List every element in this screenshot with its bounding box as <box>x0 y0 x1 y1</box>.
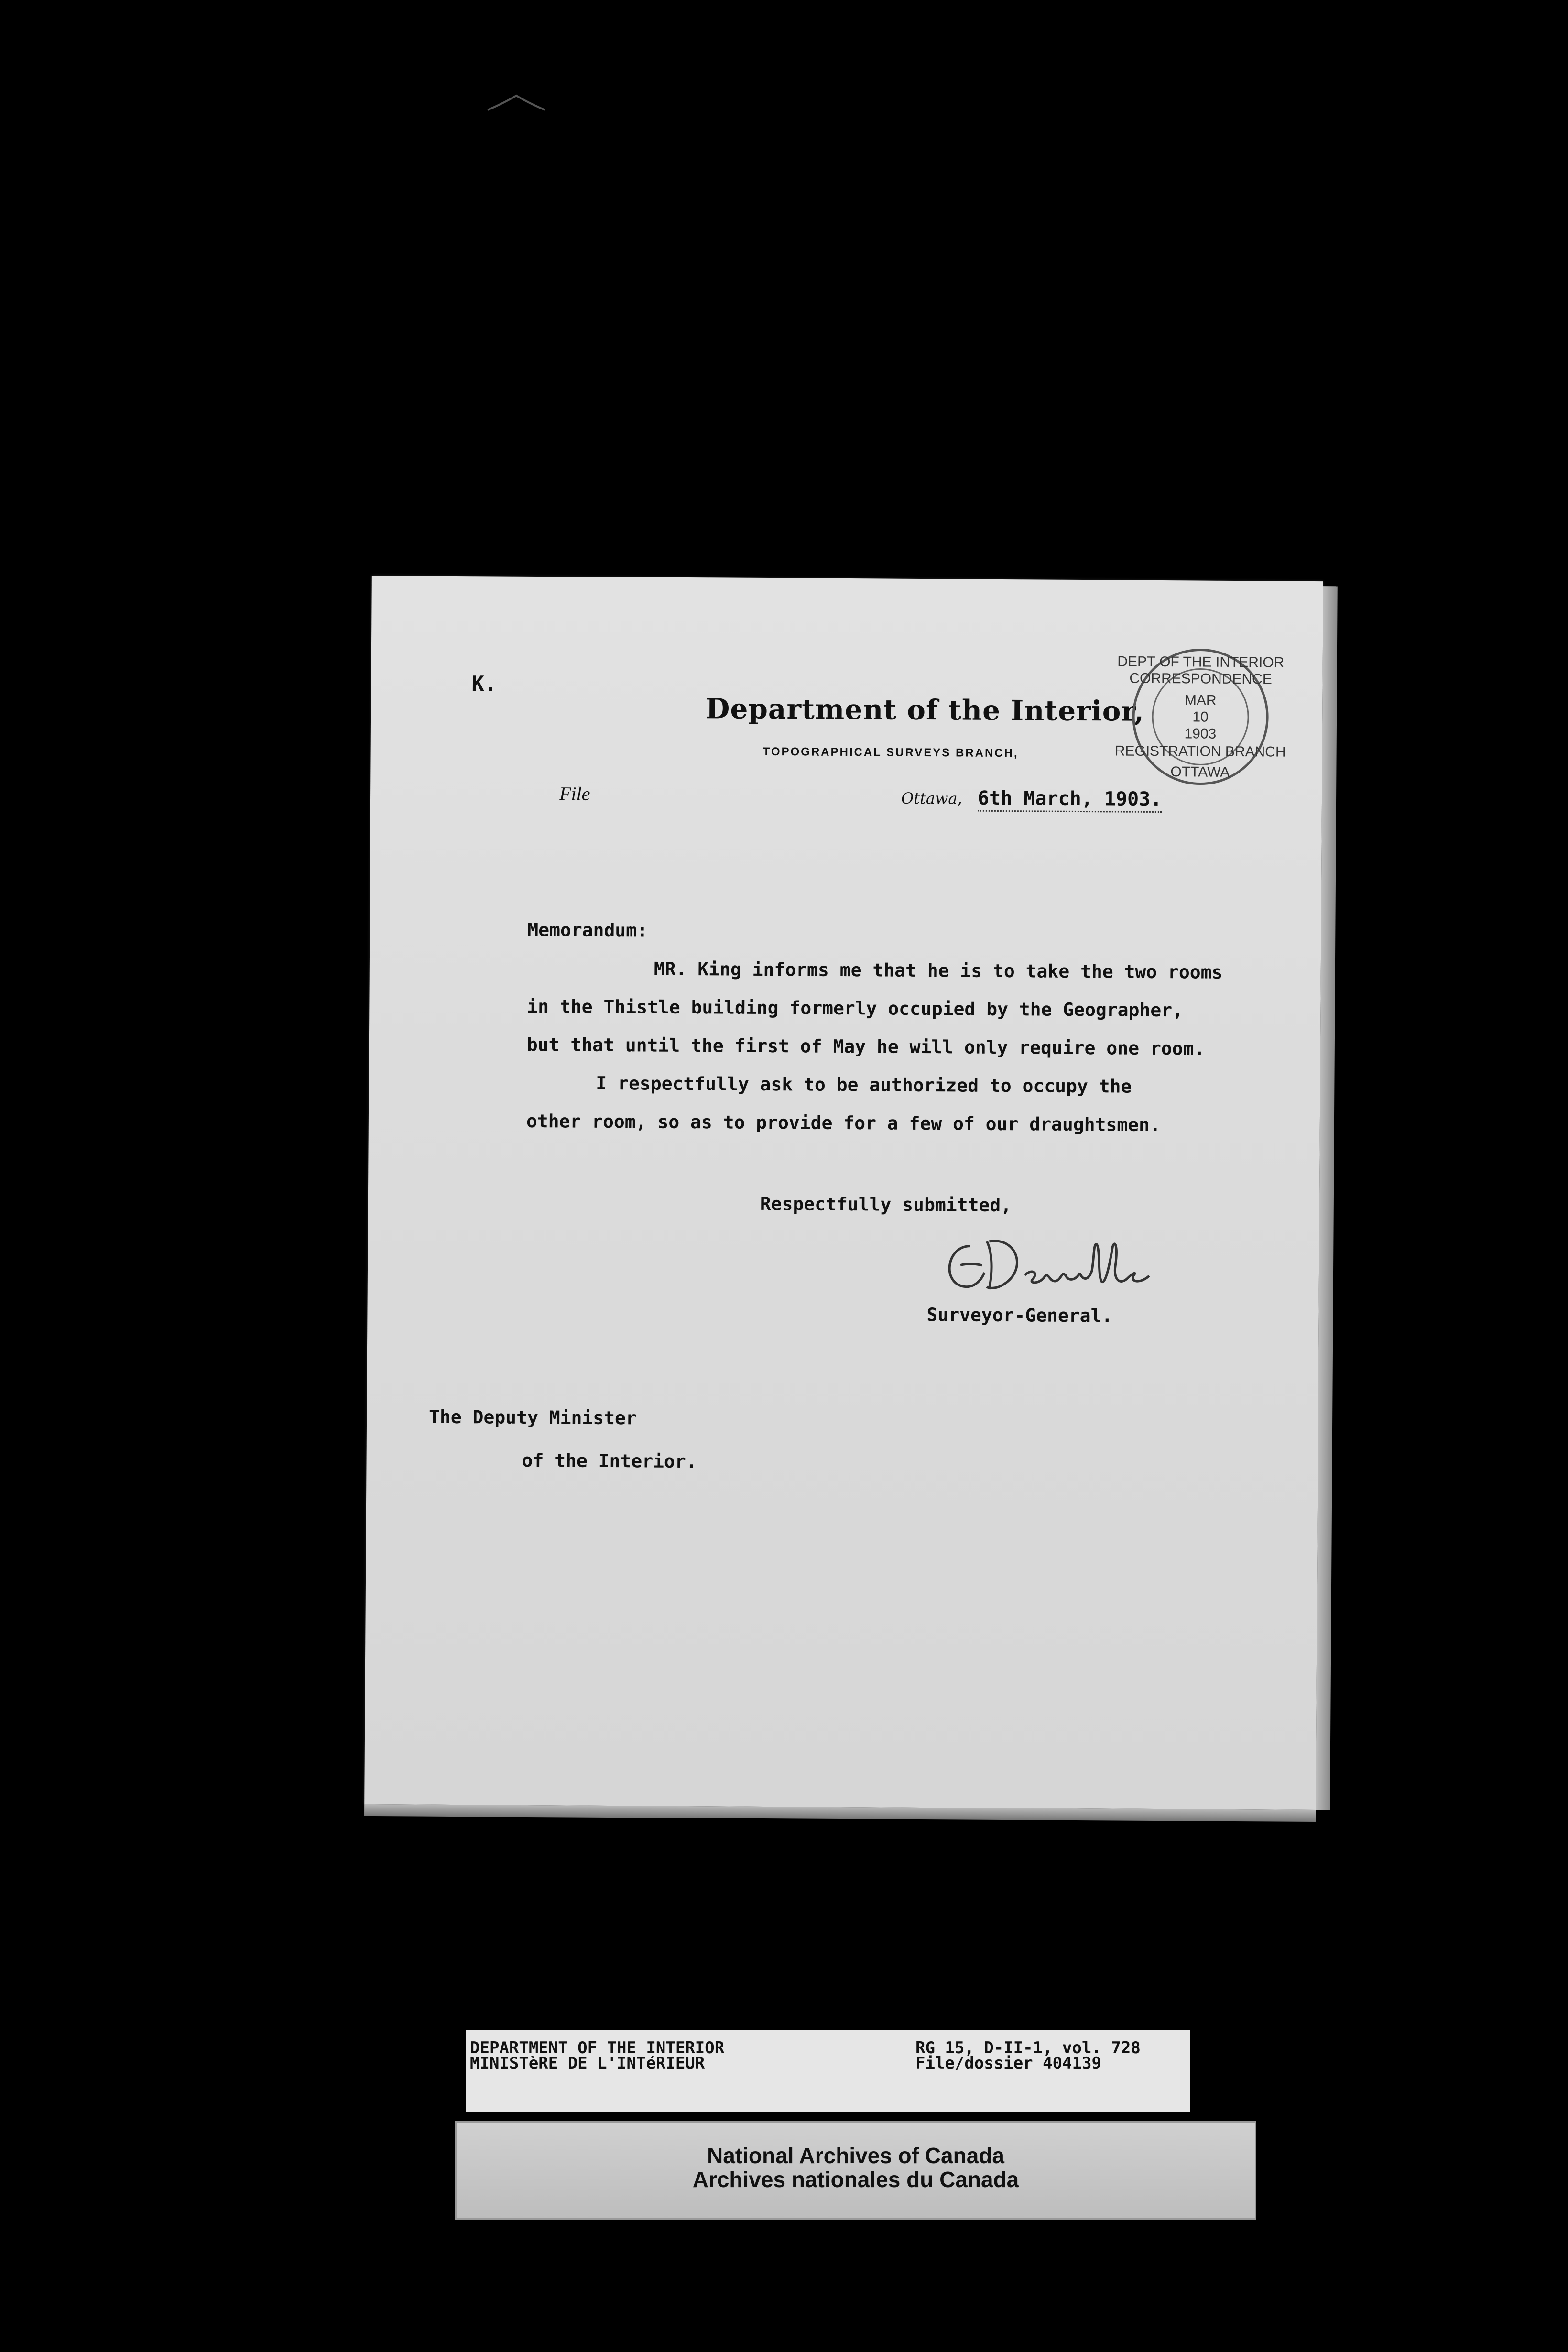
label-department-fr: MINISTèRE DE L'INTéRIEUR <box>470 2054 705 2073</box>
place-label: Ottawa, <box>901 789 962 808</box>
memo-line: MR. King informs me that he is to take the two rooms <box>653 958 1223 983</box>
memo-line: in the Thistle building formerly occupied by the Geographer, <box>527 995 1184 1021</box>
stamp-month: MAR <box>1184 692 1217 708</box>
film-notch-mark <box>485 93 547 112</box>
stamp-city: OTTAWA <box>1170 764 1230 780</box>
file-label: File <box>559 783 590 805</box>
archive-name-french: Archives nationales du Canada <box>692 2167 1019 2192</box>
memo-line: but that until the first of May he will only require one room. <box>526 1034 1205 1059</box>
sheet-bottom-edge <box>364 1804 1316 1822</box>
handwritten-signature <box>936 1227 1157 1300</box>
archive-name-plate <box>455 2121 1256 2220</box>
corner-mark: K. <box>471 672 497 697</box>
memo-line: other room, so as to provide for a few of our draughtsmen. <box>526 1110 1161 1136</box>
registration-stamp <box>1114 645 1286 789</box>
closing-phrase: Respectfully submitted, <box>760 1193 1012 1216</box>
stamp-day: 10 <box>1192 709 1209 725</box>
addressee-line: The Deputy Minister <box>428 1406 637 1429</box>
stamp-line-correspondence: CORRESPONDENCE <box>1129 670 1272 687</box>
memo-heading: Memorandum: <box>527 919 648 941</box>
letter-date: 6th March, 1903. <box>978 787 1162 813</box>
signatory-title: Surveyor-General. <box>926 1304 1113 1327</box>
letterhead-branch: TOPOGRAPHICAL SURVEYS BRANCH, <box>762 745 1019 760</box>
label-record-group: RG 15, D-II-1, vol. 728 <box>915 2038 1141 2058</box>
memorandum-sheet <box>364 576 1323 1810</box>
stamp-line-registration: REGISTRATION BRANCH <box>1114 743 1286 760</box>
sheet-edge <box>1316 586 1338 1810</box>
label-department-en: DEPARTMENT OF THE INTERIOR <box>470 2038 725 2058</box>
label-file-number: File/dossier 404139 <box>915 2054 1101 2073</box>
stamp-year: 1903 <box>1184 726 1217 742</box>
letterhead-department: Department of the Interior, <box>705 692 1145 728</box>
memo-line: I respectfully ask to be authorized to occupy the <box>596 1072 1132 1097</box>
addressee-line: of the Interior. <box>522 1449 697 1472</box>
stamp-line-dept: DEPT OF THE INTERIOR <box>1117 653 1285 671</box>
archive-reference-label <box>466 2030 1190 2112</box>
archive-name-english: National Archives of Canada <box>707 2143 1004 2168</box>
